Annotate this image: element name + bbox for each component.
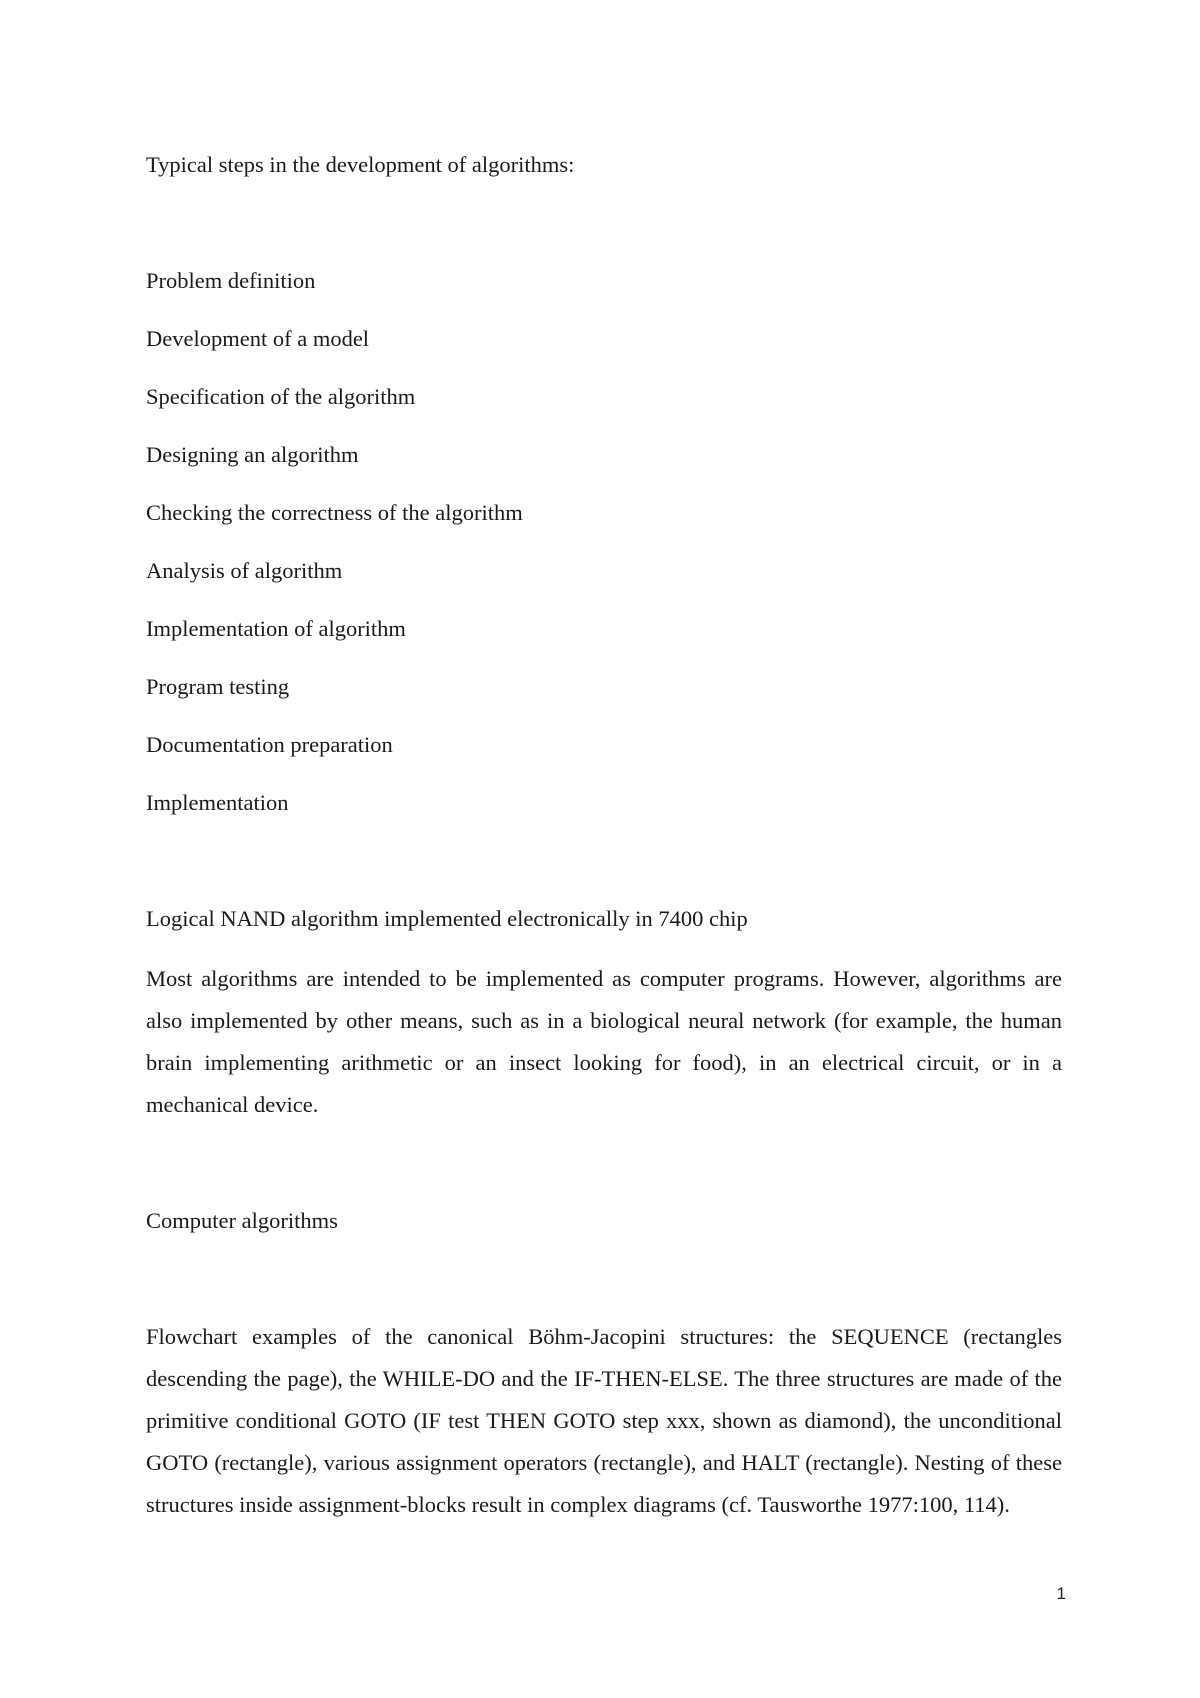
step-item: Designing an algorithm [146,442,359,467]
intro-heading: Typical steps in the development of algorithms: [146,152,575,177]
implementation-paragraph: Most algorithms are intended to be implemented as computer programs. However, algorithms are also implemented by other means, such as in a biological neural network (for example, the human brain implementing arithmetic or an insect looking for food), in an electrical circuit, or in a mechanical device. [146,966,1062,1117]
nand-caption: Logical NAND algorithm implemented electronically in 7400 chip [146,906,748,931]
step-item: Implementation [146,790,289,815]
spacer [146,1126,1062,1200]
step-item: Specification of the algorithm [146,384,416,409]
page-number: 1 [1056,1584,1066,1603]
computer-algorithms-heading: Computer algorithms [146,1208,338,1233]
step-item: Program testing [146,674,290,699]
step-item: Documentation preparation [146,732,393,757]
step-item: Problem definition [146,268,316,293]
step-item: Checking the correctness of the algorithm [146,500,523,525]
step-item: Analysis of algorithm [146,558,343,583]
flowchart-paragraph: Flowchart examples of the canonical Böhm-Jacopini structures: the SEQUENCE (rectangles descending the page), the WHILE-DO and the IF-THEN-ELSE. The three structures are made of the primitive conditional GOTO (IF test THEN GOTO step xxx, shown as diamond), the unconditional GOTO (rectangle), various assignment operators (rectangle), and HALT (rectangle). Nesting of these structures inside assignment-blocks result in complex diagrams (cf. Tausworthe 1977:100, 114). [146,1324,1062,1517]
spacer [146,1242,1062,1316]
page-content [146,144,1062,1526]
step-item: Implementation of algorithm [146,616,406,641]
step-item: Development of a model [146,326,370,351]
steps-list [146,260,1062,824]
